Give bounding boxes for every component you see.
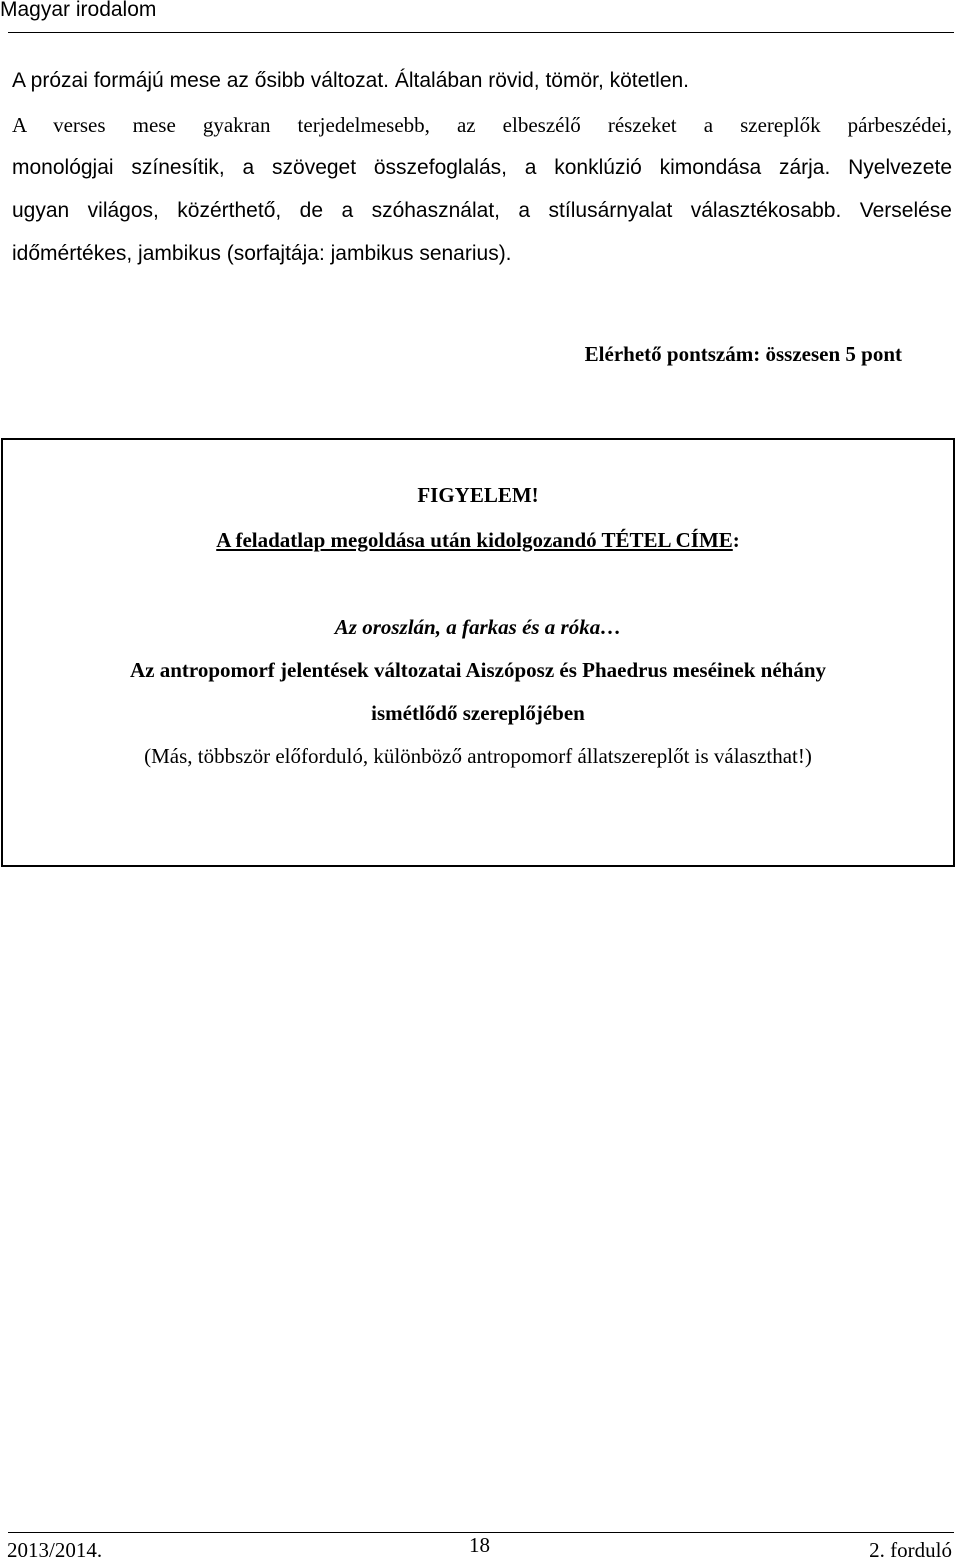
body-line-2: A verses mese gyakran terjedelmesebb, az elbeszélő részeket a szereplők párbeszédei,	[12, 113, 952, 137]
header-title: Magyar irodalom	[0, 0, 157, 21]
body-line-1: A prózai formájú mese az ősibb változat. Általában rövid, tömör, kötetlen.	[12, 69, 690, 92]
notice-subheading-colon: :	[732, 528, 740, 552]
body-line-3: monológjai színesítik, a szöveget összefoglalás, a konklúzió kimondása zárja. Nyelvezete	[12, 156, 952, 179]
notice-box	[1, 438, 955, 867]
notice-subheading-text: A feladatlap megoldása után kidolgozandó TÉTEL CÍME	[216, 528, 733, 552]
notice-subheading	[3, 528, 953, 552]
essay-theme-line-2: ismétlődő szereplőjében	[371, 701, 585, 725]
score-summary: Elérhető pontszám: összesen 5 pont	[584, 342, 902, 366]
footer-round: 2. forduló	[869, 1538, 952, 1562]
essay-title: Az oroszlán, a farkas és a róka…	[334, 615, 622, 639]
body-line-5: időmértékes, jambikus (sorfajtája: jambikus senarius).	[12, 242, 512, 265]
body-line-4: ugyan világos, közérthető, de a szóhasználat, a stílusárnyalat választékosabb. Verselése	[12, 199, 952, 222]
page-number: 18	[469, 1533, 490, 1557]
footer-year: 2013/2014.	[7, 1538, 103, 1562]
notice-heading: FIGYELEM!	[417, 483, 539, 507]
header-divider	[8, 32, 954, 33]
essay-note: (Más, többször előforduló, különböző antropomorf állatszereplőt is választhat!)	[144, 744, 812, 768]
essay-theme-line-1: Az antropomorf jelentések változatai Aiszóposz és Phaedrus meséinek néhány	[129, 658, 827, 682]
